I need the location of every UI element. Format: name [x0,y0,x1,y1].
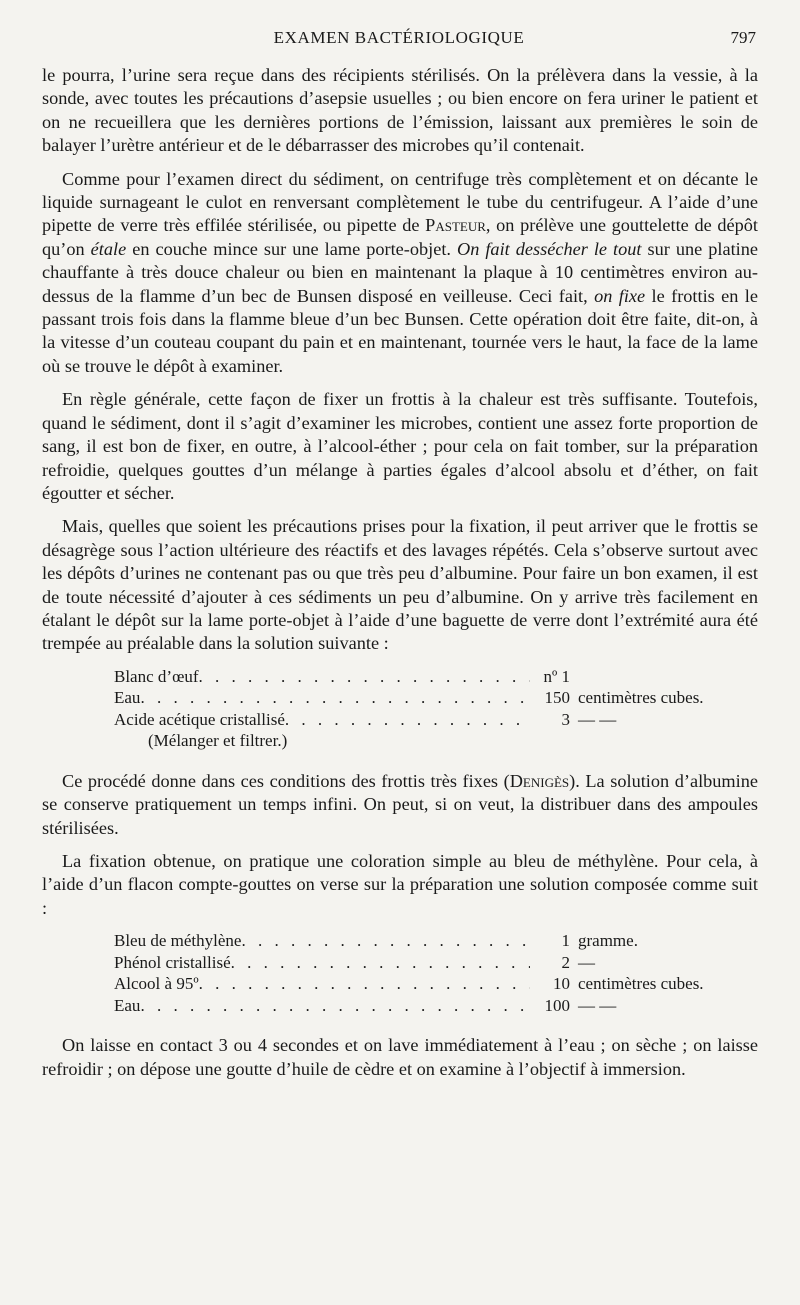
paragraph-continued: le pourra, l’urine sera reçue dans des récipients stérilisés. On la prélèvera dans la vessie, à la sonde, avec toutes les précautions d’asepsie usuelles ; ou bien encore on fera uriner le patient et on ne recueillera que les dernières portions de l’émission, laissant aux premières le soin de balayer l’urètre antérieur et de le débarrasser des microbes qu’il contenait. [42,65,758,156]
recipe-row: Alcool à 95º . . . 10 centimètres cubes. [114,973,758,995]
recipe-row: Eau . . . 100 — — [114,995,758,1017]
stain-recipe [42,930,758,1016]
author-name: Pasteur [425,215,486,236]
recipe-row: Bleu de méthylène . . . 1 gramme. [114,930,758,952]
recipe-row: Phénol cristallisé . . . 2 — [114,952,758,974]
running-header [42,28,756,54]
recipe-row: Blanc d’œuf . . . nº 1 [114,666,758,688]
recipe-row: Eau . . . 150 centimètres cubes. [114,687,758,709]
recipe-note: (Mélanger et filtrer.) [148,731,288,751]
albumin-recipe [42,666,758,752]
paragraph-fixation-heat: En règle générale, cette façon de fixer un frottis à la chaleur est très suffisante. Toutefois, quand le sédiment, dont il s’agit d’examiner les microbes, contient une assez forte proportion de sang, il est bon de fixer, en outre, à l’alcool-éther ; pour cela on fait tomber, sur la préparation refroidie, quelques gouttes d’un mélange à parties égales d’alcool absolu et d’éther, on fait égoutter et sécher. [42,389,758,503]
page-number: 797 [730,28,756,47]
paragraph-centrifuge: Comme pour l’examen direct du sédiment, on centrifuge très complètement et on décante le liquide surnageant le culot en renversant complètement le tube du centrifugeur. A l’aide d’une pipette de verre très effilée stérilisée, ou pipette de Pasteur, on prélève une gouttelette de dépôt qu’on étale en couche mince sur une lame porte-objet. On fait dessécher le tout sur une platine chauffante à très douce chaleur ou bien en maintenant la plaque à 10 centimètres environ au-dessus de la flamme d’un bec de Bunsen disposé en veilleuse. Ceci fait, on fixe le frottis en le passant trois fois dans la flamme bleue d’un bec Bunsen. Cette opération doit être faite, dit-on, à la vitesse d’un couteau coupant du pain et en maintenant, tournée vers le haut, la face de la lame où se trouve le dépôt à examiner. [42,168,759,376]
recipe-row: Acide acétique cristallisé . . . 3 — — [114,709,758,731]
page-body [42,64,758,1091]
paragraph-final: On laisse en contact 3 ou 4 secondes et on lave immédiatement à l’eau ; on sèche ; on laisse refroidir ; on dépose une goutte d’huile de cèdre et on examine à l’objectif à immersion. [42,1035,758,1079]
paragraph-albumin: Mais, quelles que soient les précautions prises pour la fixation, il peut arriver que le frottis se désagrège sous l’action ultérieure des réactifs et des lavages répétés. Cela s’observe surtout avec les dépôts d’urines ne contenant pas ou que très peu d’albumine. Pour faire un bon examen, il est de toute nécessité d’ajouter à ces sédiments un peu d’albumine. On y arrive très facilement en étalant le dépôt sur la lame porte-objet à l’aide d’une baguette de verre dont l’extrémité aura été trempée au préalable dans la solution suivante : [42,516,758,654]
running-title: EXAMEN BACTÉRIOLOGIQUE [273,28,525,47]
paragraph-deniges: Ce procédé donne dans ces conditions des frottis très fixes (Denigès). La solution d’albumine se conserve pratiquement un temps infini. On peut, si on veut, la distribuer dans des ampoules stérilisées. [42,770,758,838]
paragraph-coloration: La fixation obtenue, on pratique une coloration simple au bleu de méthylène. Pour cela, à l’aide d’un flacon compte-gouttes on verse sur la préparation une solution composée comme suit : [42,850,758,918]
author-name: Denigès [509,770,570,791]
